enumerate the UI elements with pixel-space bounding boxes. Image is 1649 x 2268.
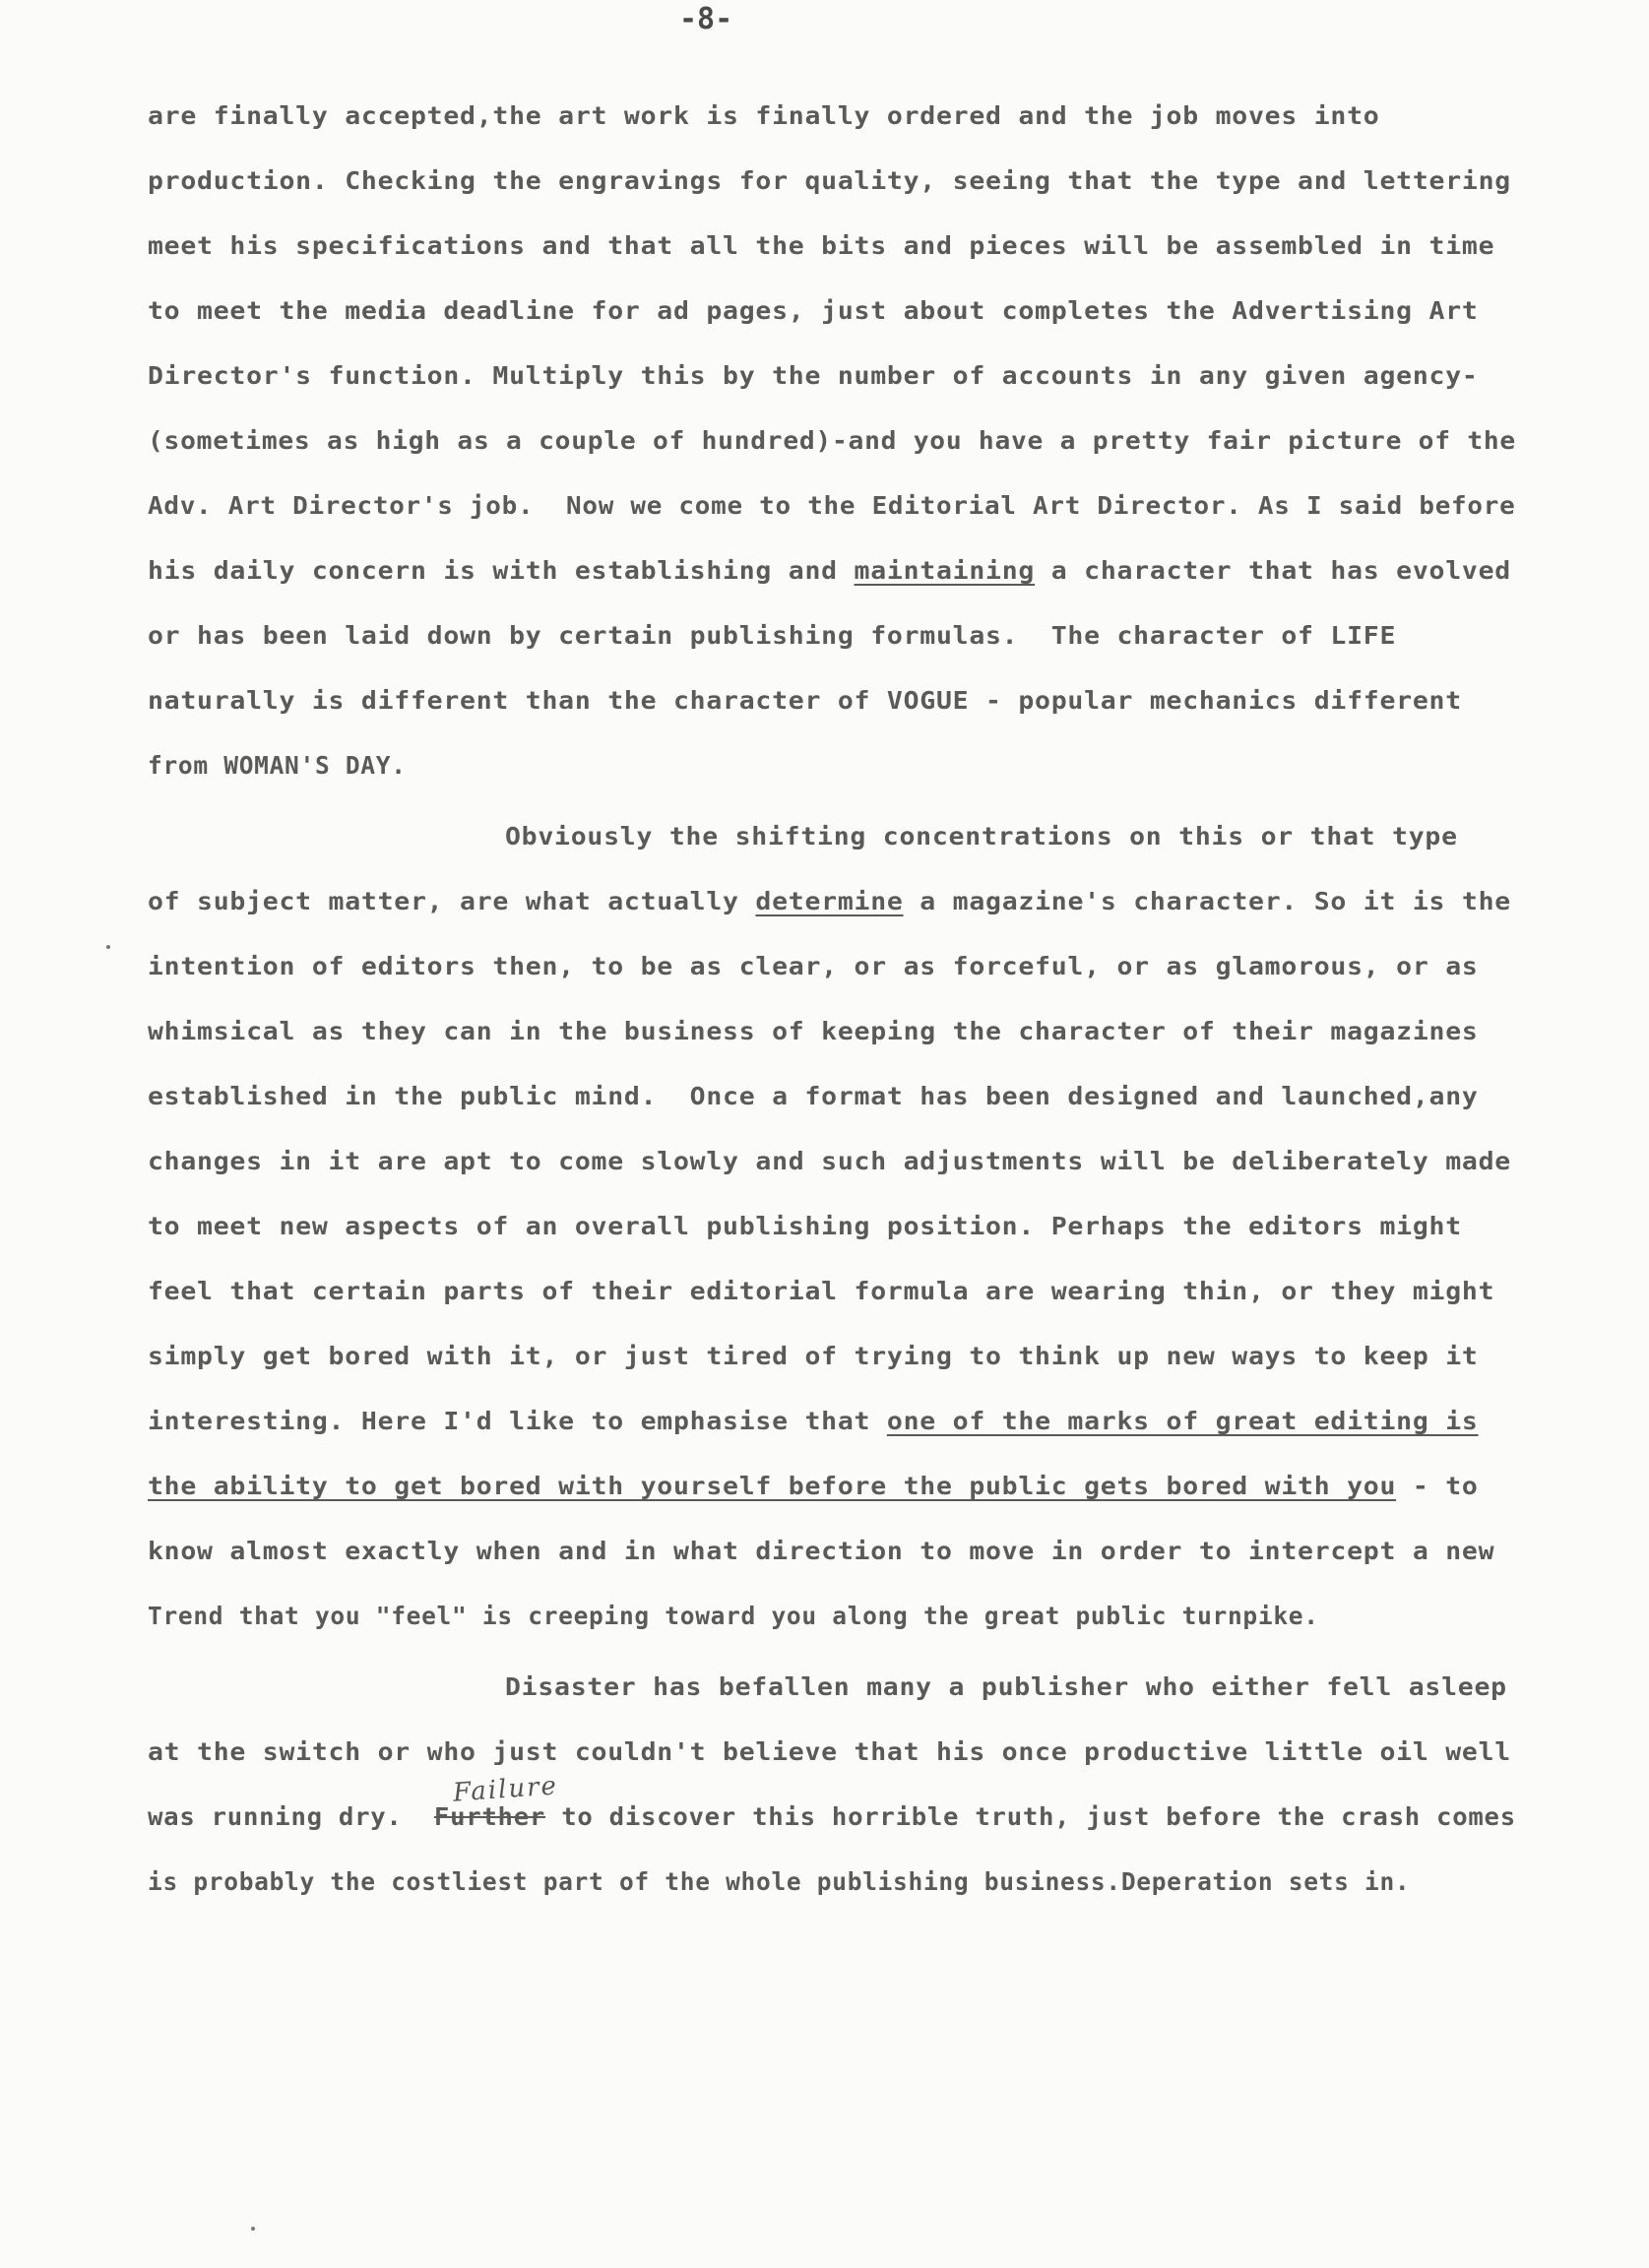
text-segment: of subject matter, are what actually (148, 887, 756, 915)
text-line (148, 951, 1479, 982)
text-segment: to meet new aspects of an overall publishing position. Perhaps the editors might (148, 1212, 1462, 1240)
text-line (148, 1801, 1516, 1833)
text-line (148, 1211, 1462, 1242)
text-segment: at the switch or who just couldn't believe that his once productive little oil well (148, 1737, 1511, 1766)
text-segment: Further (433, 1802, 546, 1831)
text-segment: determine (755, 887, 904, 915)
text-segment: interesting. Here I'd like to emphasise that (148, 1407, 887, 1435)
speck (106, 945, 110, 949)
text-segment: established in the public mind. Once a format has been designed and launched,any (148, 1082, 1479, 1110)
text-line (148, 1341, 1479, 1372)
text-segment: was running dry. (148, 1802, 434, 1831)
text-segment: intention of editors then, to be as clear, or as forceful, or as glamorous, or as (148, 952, 1479, 980)
text-line (148, 425, 1516, 457)
text-segment: the ability to get bored with yourself before the public gets bored with you (148, 1472, 1397, 1500)
text-segment: to meet the media deadline for ad pages, just about completes the Advertising Art (148, 296, 1479, 325)
text-segment: production. Checking the engravings for quality, seeing that the type and lettering (148, 166, 1511, 195)
text-line (148, 1866, 1410, 1898)
text-segment: his daily concern is with establishing and (148, 556, 855, 585)
text-line (148, 1406, 1479, 1437)
text-line (148, 1536, 1494, 1567)
text-line (148, 1081, 1479, 1112)
text-segment: or has been laid down by certain publishing formulas. The character of LIFE (148, 621, 1397, 650)
text-segment: Adv. Art Director's job. Now we come to the Editorial Art Director. As I said before (148, 491, 1516, 520)
text-segment: Trend that you "feel" is creeping toward you along the great public turnpike. (148, 1602, 1319, 1630)
text-segment: a magazine's character. So it is the (903, 887, 1511, 915)
text-segment: Director's function. Multiply this by the number of accounts in any given agency- (148, 361, 1479, 390)
text-segment: from WOMAN'S DAY. (148, 751, 407, 780)
text-segment: to discover this horrible truth, just before the crash comes (545, 1802, 1516, 1831)
text-line (148, 490, 1515, 522)
text-segment: naturally is different than the character of VOGUE - popular mechanics different (148, 686, 1462, 715)
text-segment: simply get bored with it, or just tired of trying to think up new ways to keep it (148, 1342, 1479, 1370)
text-line (148, 100, 1379, 132)
text-line (148, 165, 1511, 197)
text-segment: meet his specifications and that all the bits and pieces will be assembled in time (148, 231, 1495, 260)
text-segment: one of the marks of great editing is (886, 1407, 1479, 1435)
text-segment: maintaining (854, 556, 1036, 585)
text-line (148, 1471, 1479, 1502)
speck (251, 2227, 255, 2231)
text-segment: whimsical as they can in the business of keeping the character of their magazines (148, 1017, 1479, 1045)
text-line (148, 886, 1511, 917)
handwritten-correction: Failure (452, 1771, 559, 1808)
text-segment: know almost exactly when and in what direction to move in order to intercept a new (148, 1537, 1495, 1565)
text-segment: Obviously the shifting concentrations on this or that type (505, 822, 1458, 850)
text-segment: Disaster has befallen many a publisher who either fell asleep (505, 1672, 1507, 1701)
text-segment: a character that has evolved (1035, 556, 1511, 585)
text-segment: feel that certain parts of their editorial formula are wearing thin, or they might (148, 1277, 1495, 1305)
text-line (505, 1671, 1507, 1703)
text-line (148, 685, 1462, 717)
text-segment: are finally accepted,the art work is finally ordered and the job moves into (148, 101, 1380, 130)
text-line (505, 821, 1458, 852)
text-line (148, 230, 1494, 262)
page-number: -8- (679, 2, 733, 36)
text-segment: changes in it are apt to come slowly and such adjustments will be deliberately made (148, 1147, 1511, 1175)
text-segment: is probably the costliest part of the whole publishing business.Deperation sets in. (148, 1867, 1411, 1896)
text-line (148, 555, 1511, 587)
text-line (148, 295, 1479, 327)
text-line (148, 1736, 1511, 1768)
text-line (148, 1146, 1511, 1177)
text-line (148, 1601, 1319, 1632)
text-line (148, 360, 1479, 392)
text-segment: - to (1396, 1472, 1479, 1500)
text-line (148, 1016, 1479, 1047)
text-line (148, 620, 1396, 652)
text-line (148, 750, 407, 782)
text-segment: (sometimes as high as a couple of hundred)-and you have a pretty fair picture of the (148, 426, 1516, 455)
text-line (148, 1276, 1494, 1307)
